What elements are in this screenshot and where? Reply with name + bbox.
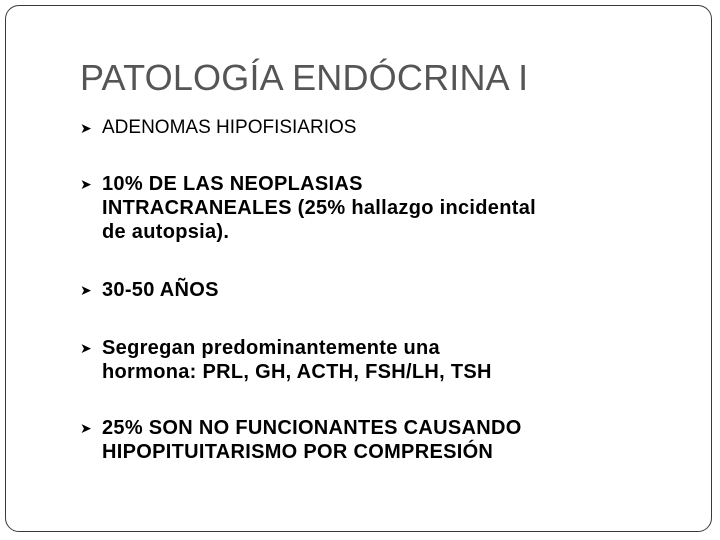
slide-title: PATOLOGÍA ENDÓCRINA I: [80, 57, 529, 98]
bullet-text: 25% SON NO FUNCIONANTES CAUSANDO HIPOPITUITARISMO POR COMPRESIÓN: [102, 417, 522, 463]
arrow-bullet-icon: ➤: [80, 282, 92, 298]
bullet-item: [80, 116, 356, 140]
arrow-bullet-icon: ➤: [80, 420, 92, 436]
bullet-item: [80, 336, 492, 384]
bullet-item: [80, 416, 522, 464]
arrow-bullet-icon: ➤: [80, 340, 92, 356]
arrow-bullet-icon: ➤: [80, 120, 92, 136]
bullet-item: [80, 172, 536, 244]
arrow-bullet-icon: ➤: [80, 176, 92, 192]
bullet-text: 30-50 AÑOS: [102, 279, 219, 301]
bullet-text: 10% DE LAS NEOPLASIAS INTRACRANEALES (25% hallazgo incidental de autopsia).: [102, 173, 536, 243]
bullet-text: ADENOMAS HIPOFISIARIOS: [102, 117, 357, 138]
bullet-text: Segregan predominantemente una hormona: PRL, GH, ACTH, FSH/LH, TSH: [102, 337, 492, 383]
bullet-item: [80, 278, 219, 302]
